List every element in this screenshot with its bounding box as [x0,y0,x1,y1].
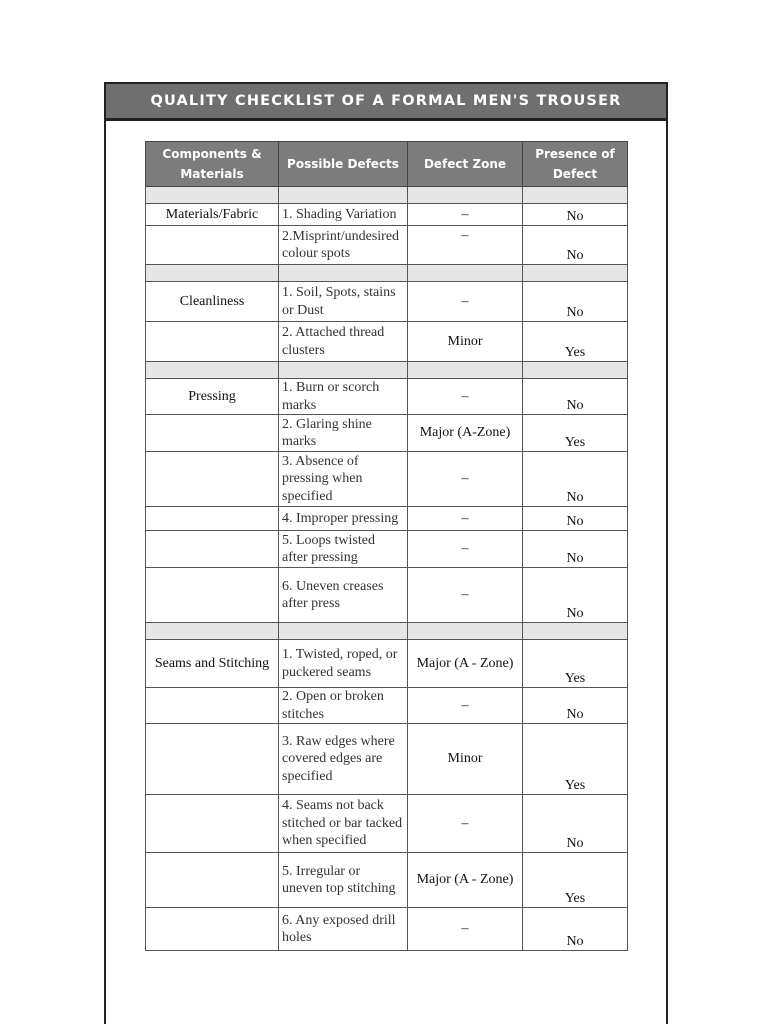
zone-cell: – [408,531,523,568]
defect-cell: 4. Improper pressing [279,507,408,531]
defect-cell: 2. Attached thread clusters [279,322,408,362]
presence-cell: No [523,204,628,226]
table-row [146,226,628,265]
component-cell: Pressing [146,379,279,415]
presence-cell: Yes [523,322,628,362]
table-row [146,507,628,531]
table-row [146,853,628,908]
presence-cell: No [523,908,628,951]
zone-cell: Major (A-Zone) [408,415,523,452]
presence-cell: No [523,282,628,322]
header-components: Components & Materials [146,142,279,187]
presence-cell: Yes [523,415,628,452]
zone-cell: – [408,204,523,226]
zone-cell: – [408,452,523,507]
table-row [146,640,628,688]
zone-cell: Major (A - Zone) [408,853,523,908]
table-row [146,379,628,415]
document-title: QUALITY CHECKLIST OF A FORMAL MEN'S TROUSER [106,84,666,121]
presence-cell: No [523,795,628,853]
header-possible-defects: Possible Defects [279,142,408,187]
presence-cell: No [523,452,628,507]
table-row [146,322,628,362]
table-row [146,908,628,951]
defect-cell: 1. Twisted, roped, or puckered seams [279,640,408,688]
presence-cell: No [523,379,628,415]
zone-cell: – [408,795,523,853]
table-row [146,452,628,507]
section-separator [146,187,628,204]
header-presence: Presence of Defect [523,142,628,187]
defect-cell: 1. Soil, Spots, stains or Dust [279,282,408,322]
table-row [146,282,628,322]
defect-cell: 5. Irregular or uneven top stitching [279,853,408,908]
defect-cell: 6. Uneven creases after press [279,568,408,623]
table-row [146,724,628,795]
component-cell: Cleanliness [146,282,279,322]
table-row [146,688,628,724]
defect-cell: 1. Shading Variation [279,204,408,226]
zone-cell: – [408,282,523,322]
table-row [146,204,628,226]
defect-cell: 4. Seams not back stitched or bar tacked when specified [279,795,408,853]
presence-cell: Yes [523,853,628,908]
zone-cell: Major (A - Zone) [408,640,523,688]
component-cell: Materials/Fabric [146,204,279,226]
presence-cell: No [523,531,628,568]
presence-cell: Yes [523,640,628,688]
section-separator [146,362,628,379]
zone-cell: – [408,908,523,951]
defect-cell: 2. Glaring shine marks [279,415,408,452]
defect-cell: 1. Burn or scorch marks [279,379,408,415]
defect-cell: 5. Loops twisted after pressing [279,531,408,568]
table-row [146,568,628,623]
zone-cell: Minor [408,322,523,362]
defect-cell: 3. Absence of pressing when specified [279,452,408,507]
zone-cell: – [408,379,523,415]
zone-cell: – [408,568,523,623]
quality-checklist-table [145,141,628,951]
header-row [146,142,628,187]
defect-cell: 6. Any exposed drill holes [279,908,408,951]
zone-cell: Minor [408,724,523,795]
presence-cell: No [523,507,628,531]
header-defect-zone: Defect Zone [408,142,523,187]
section-separator [146,265,628,282]
table-row [146,415,628,452]
presence-cell: No [523,688,628,724]
presence-cell: No [523,568,628,623]
defect-cell: 2.Misprint/undesired colour spots [279,226,408,265]
table-row [146,795,628,853]
defect-cell: 2. Open or broken stitches [279,688,408,724]
defect-cell: 3. Raw edges where covered edges are specified [279,724,408,795]
zone-cell: – [408,688,523,724]
presence-cell: Yes [523,724,628,795]
table-row [146,531,628,568]
section-separator [146,623,628,640]
presence-cell: No [523,226,628,265]
zone-cell: – [408,226,523,265]
zone-cell: – [408,507,523,531]
component-cell: Seams and Stitching [146,640,279,688]
